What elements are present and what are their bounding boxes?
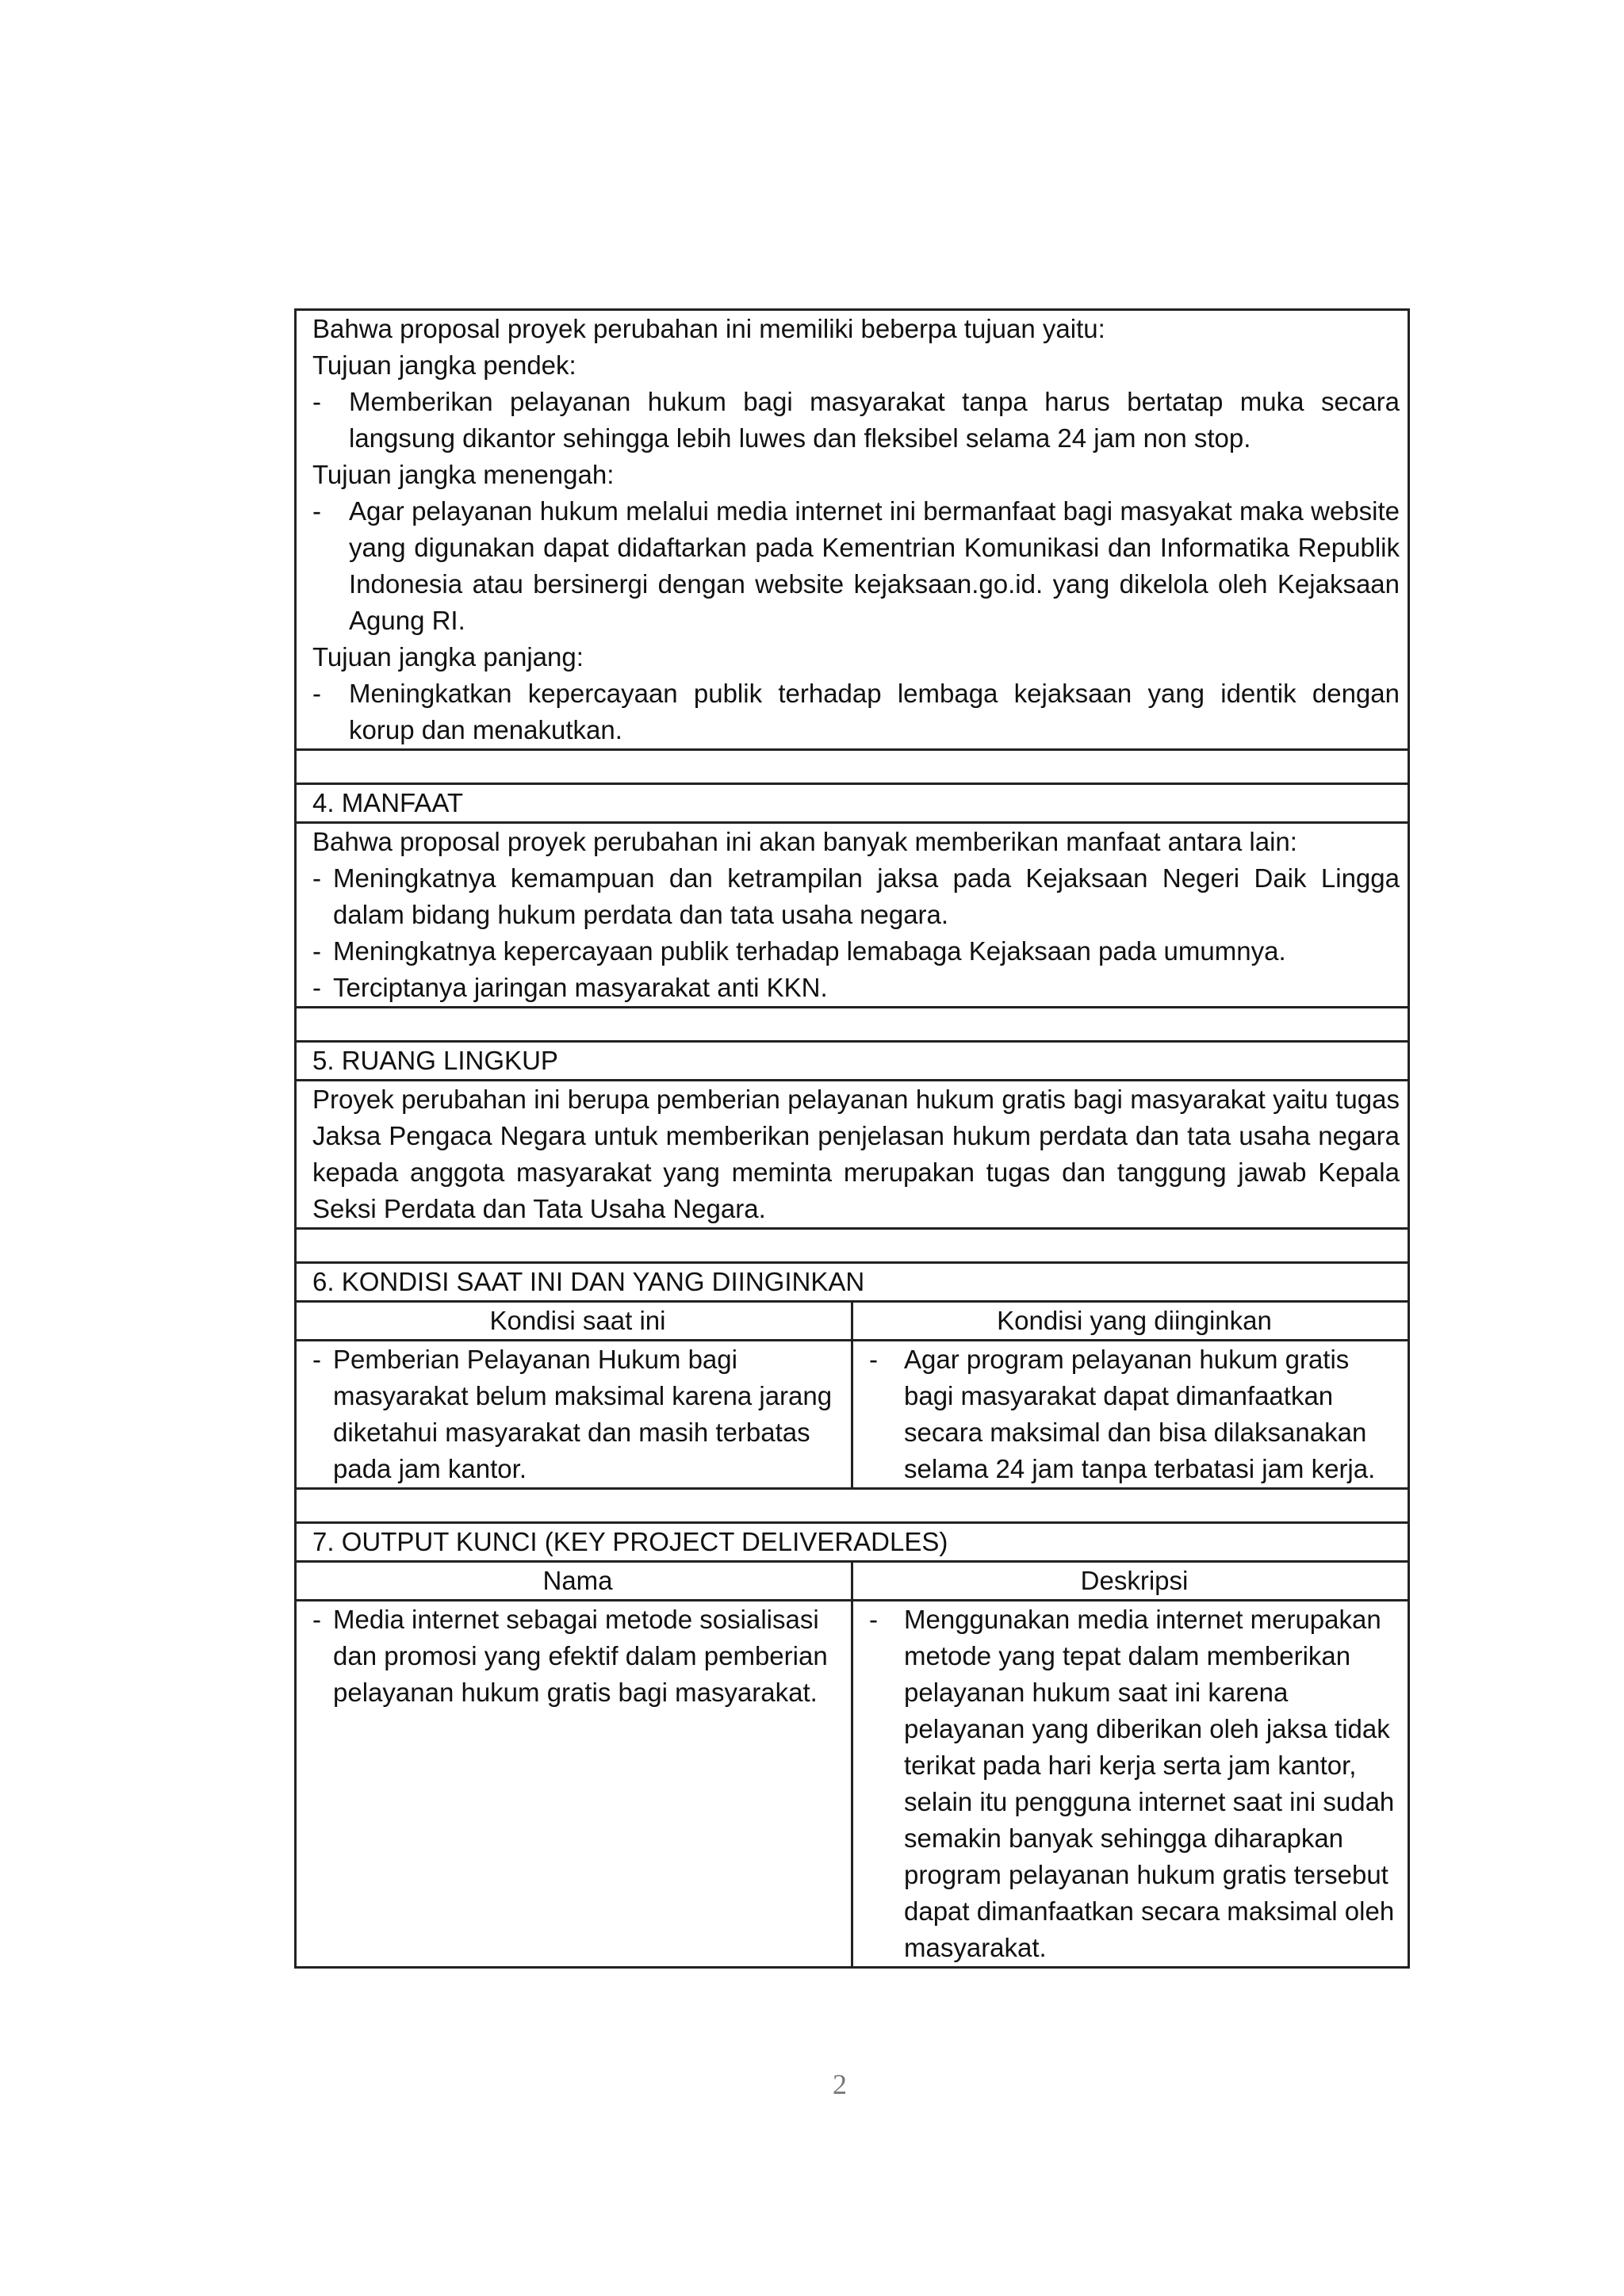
kondisi-left-cell: [296, 1341, 852, 1489]
ruang-lingkup-body: Proyek perubahan ini berupa pemberian pelayanan hukum gratis bagi masyarakat yaitu tugas Jaksa Pengaca Negara untuk memberikan penjelasan hukum perdata dan tata usaha negara kepada anggota masyarakat yang meminta merupakan tugas dan tanggung jawab Kepala Seksi Perdata dan Tata Usaha Negara.: [296, 1081, 1409, 1229]
tujuan-intro: Bahwa proposal proyek perubahan ini memiliki beberpa tujuan yaitu:: [312, 314, 1105, 343]
tujuan-menengah-item: - Agar pelayanan hukum melalui media internet ini bermanfaat bagi masyakat maka website yang digunakan dapat didaftarkan pada Kementrian Komunikasi dan Informatika Republik Indonesia atau bersinergi dengan website kejaksaan.go.id. yang dikelola oleh Kejaksaan Agung RI.: [312, 496, 1400, 635]
manfaat-heading: 4. MANFAAT: [296, 784, 1409, 823]
tujuan-cell: [296, 310, 1409, 750]
kondisi-col-left-header: Kondisi saat ini: [296, 1302, 852, 1341]
tujuan-pendek-item: - Memberikan pelayanan hukum bagi masyarakat tanpa harus bertatap muka secara langsung dikantor sehingga lebih luwes dan fleksibel selama 24 jam non stop.: [312, 387, 1400, 453]
output-left-cell: [296, 1601, 852, 1968]
kondisi-col-right-header: Kondisi yang diinginkan: [852, 1302, 1409, 1341]
spacer-row: [296, 1008, 1409, 1042]
output-col-right-header: Deskripsi: [852, 1562, 1409, 1601]
kondisi-right-item: - Agar program pelayanan hukum gratis bagi masyarakat dapat dimanfaatkan secara maksimal dan bisa dilaksanakan selama 24 jam tanpa terbatasi jam kerja.: [869, 1345, 1376, 1483]
output-right-item: - Menggunakan media internet merupakan metode yang tepat dalam memberikan pelayanan hukum saat ini karena pelayanan yang diberikan oleh jaksa tidak terikat pada hari kerja serta jam kantor, selain itu pengguna internet saat ini sudah semakin banyak sehingga diharapkan program pelayanan hukum gratis tersebut dapat dimanfaatkan secara maksimal oleh masyarakat.: [869, 1605, 1395, 1962]
tujuan-panjang-item: - Meningkatkan kepercayaan publik terhadap lembaga kejaksaan yang identik dengan korup dan menakutkan.: [312, 679, 1400, 744]
output-left-item: - Media internet sebagai metode sosialisasi dan promosi yang efektif dalam pemberian pelayanan hukum gratis bagi masyarakat.: [312, 1605, 828, 1707]
output-right-cell: [852, 1601, 1409, 1968]
ruang-lingkup-heading: 5. RUANG LINGKUP: [296, 1042, 1409, 1081]
kondisi-heading: 6. KONDISI SAAT INI DAN YANG DIINGINKAN: [296, 1263, 1409, 1302]
tujuan-pendek-label: Tujuan jangka pendek:: [312, 350, 576, 380]
manfaat-item: - Meningkatnya kemampuan dan ketrampilan jaksa pada Kejaksaan Negeri Daik Lingga dalam bidang hukum perdata dan tata usaha negara.: [312, 863, 1400, 929]
output-heading: 7. OUTPUT KUNCI (KEY PROJECT DELIVERADLES): [296, 1523, 1409, 1562]
manfaat-item: - Terciptanya jaringan masyarakat anti KKN.: [312, 973, 828, 1002]
manfaat-cell: [296, 823, 1409, 1008]
kondisi-left-item: - Pemberian Pelayanan Hukum bagi masyarakat belum maksimal karena jarang diketahui masyarakat dan masih terbatas pada jam kantor.: [312, 1345, 833, 1483]
kondisi-right-cell: [852, 1341, 1409, 1489]
spacer-row: [296, 1489, 1409, 1523]
manfaat-item: - Meningkatnya kepercayaan publik terhadap lemabaga Kejaksaan pada umumnya.: [312, 936, 1286, 966]
output-col-left-header: Nama: [296, 1562, 852, 1601]
tujuan-menengah-label: Tujuan jangka menengah:: [312, 460, 615, 489]
document-table: [294, 308, 1410, 1969]
spacer-row: [296, 750, 1409, 784]
page-number: 2: [833, 2068, 847, 2100]
manfaat-intro: Bahwa proposal proyek perubahan ini akan banyak memberikan manfaat antara lain:: [312, 827, 1297, 856]
spacer-row: [296, 1229, 1409, 1263]
tujuan-panjang-label: Tujuan jangka panjang:: [312, 642, 584, 672]
